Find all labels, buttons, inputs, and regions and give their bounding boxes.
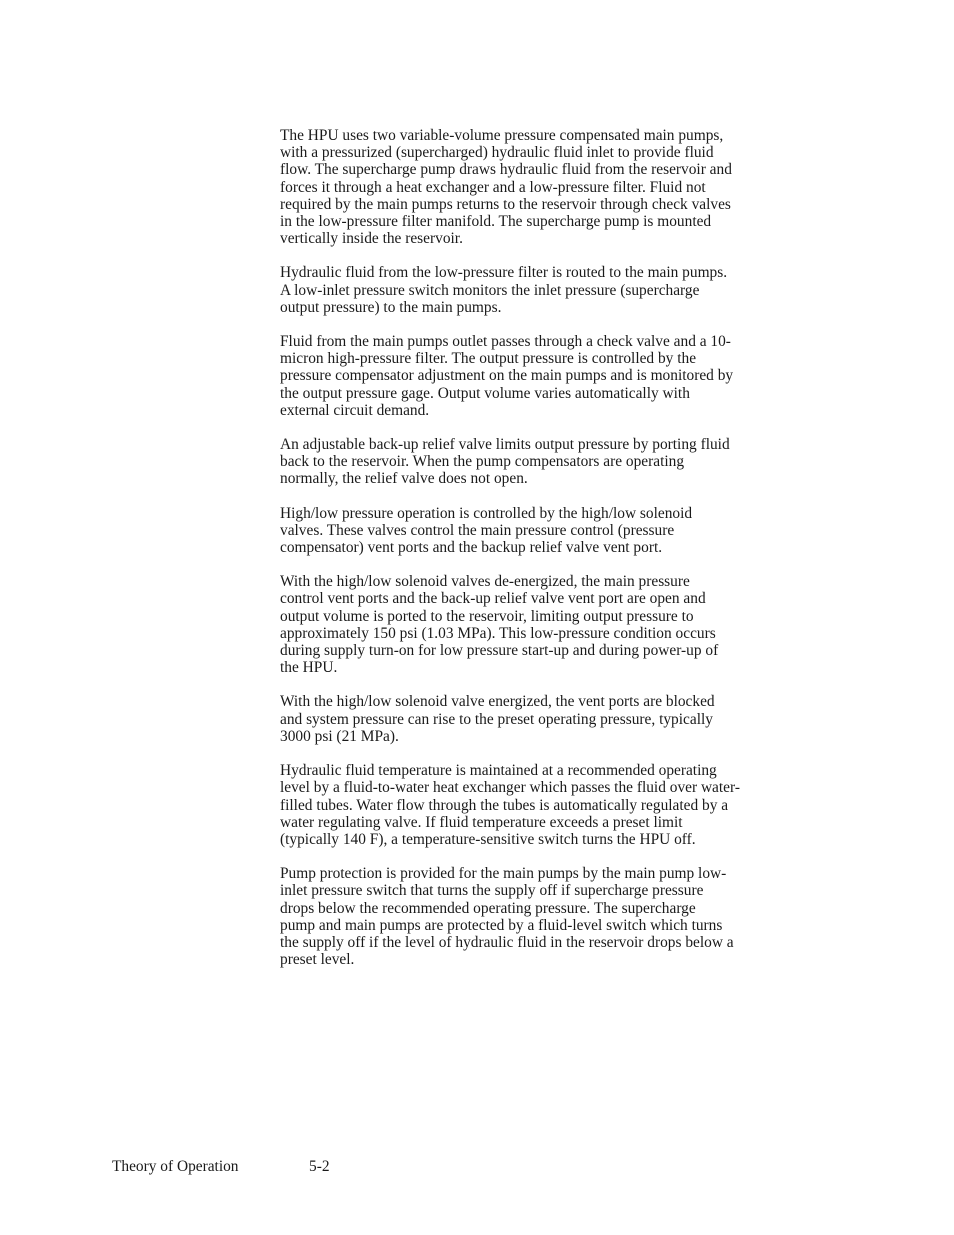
- body-text: [280, 127, 816, 985]
- paragraph-main-pump-outlet: Fluid from the main pumps outlet passes through a check valve and a 10- micron high-pressure filter. The output pressure is controlled by the pressure compensator adjustment on the main pumps and is monitored by the output pressure gage. Output volume varies automatically with external circuit demand.: [280, 333, 734, 419]
- footer-page-number: 5-2: [309, 1158, 330, 1175]
- paragraph-high-low-operation: High/low pressure operation is controlled by the high/low solenoid valves. These valves control the main pressure control (pressure compensator) vent ports and the backup relief valve vent port.: [280, 504, 693, 557]
- paragraph-energized: With the high/low solenoid valve energized, the vent ports are blocked and system pressure can rise to the preset operating pressure, typically 3000 psi (21 MPa).: [280, 693, 715, 745]
- paragraph-fluid-temperature: Hydraulic fluid temperature is maintained at a recommended operating level by a fluid-to-water heat exchanger which passes the fluid over water- filled tubes. Water flow through the tubes is automatically regulated by a water regulating valve. If fluid temperature exceeds a preset limit (typically 140 F), a temperature-sensitive switch turns the HPU off.: [280, 762, 740, 848]
- paragraph-de-energized: With the high/low solenoid valves de-energized, the main pressure control vent ports and the back-up relief valve vent port are open and output volume is ported to the reservoir, limiting output pressure to approximately 150 psi (1.03 MPa). This low-pressure condition occurs during supply turn-on for low pressure start-up and during power-up of the HPU.: [280, 573, 719, 677]
- footer-section-title: Theory of Operation: [112, 1158, 239, 1175]
- paragraph-pump-protection: Pump protection is provided for the main pumps by the main pump low- inlet pressure switch that turns the supply off if supercharge pressure drops below the recommended operating pressure. The supercharge pump and main pumps are protected by a fluid-level switch which turns the supply off if the level of hydraulic fluid in the reservoir drops below a preset level.: [280, 865, 734, 969]
- paragraph-low-pressure-filter: Hydraulic fluid from the low-pressure filter is routed to the main pumps. A low-inlet pressure switch monitors the inlet pressure (supercharge output pressure) to the main pumps.: [280, 264, 728, 316]
- paragraph-backup-relief-valve: An adjustable back-up relief valve limits output pressure by porting fluid back to the reservoir. When the pump compensators are operating normally, the relief valve does not open.: [280, 436, 730, 488]
- paragraph-hpu-overview: The HPU uses two variable-volume pressure compensated main pumps, with a pressurized (supercharged) hydraulic fluid inlet to provide fluid flow. The supercharge pump draws hydraulic fluid from the reservoir and forces it through a heat exchanger and a low-pressure filter. Fluid not required by the main pumps returns to the reservoir through check valves in the low-pressure filter manifold. The supercharge pump is mounted vertically inside the reservoir.: [280, 127, 732, 248]
